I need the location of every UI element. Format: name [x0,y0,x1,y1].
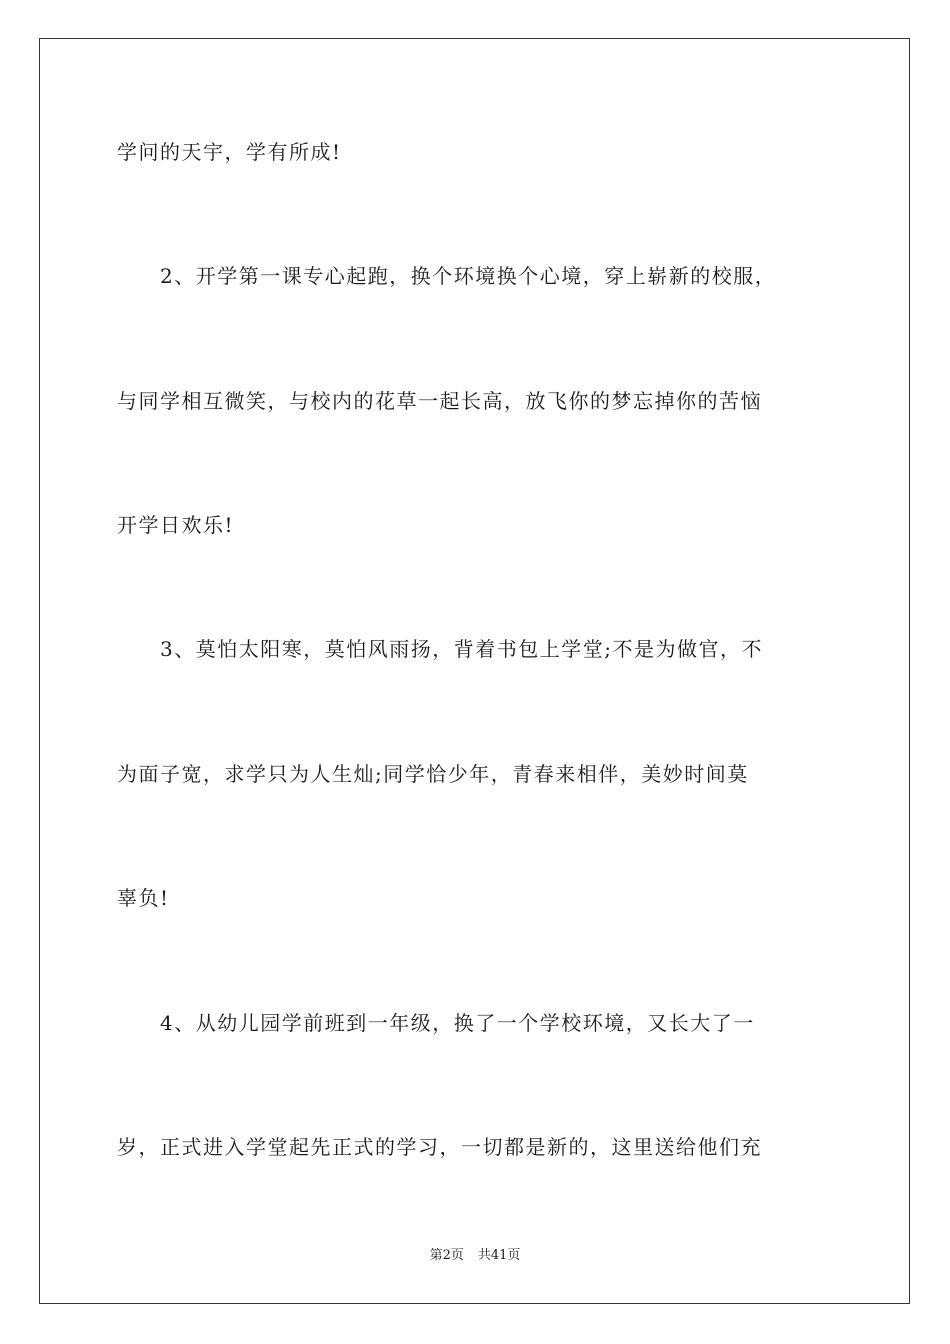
text-line: 2、开学第一课专心起跑，换个环境换个心境，穿上崭新的校服， [160,264,777,288]
page-total: 共41页 [477,1248,521,1263]
text-line: 学问的天宇，学有所成! [117,140,342,164]
text-line: 为面子宽，求学只为人生灿;同学恰少年，青春来相伴，美妙时间莫 [117,762,749,786]
page-number: 第2页 [429,1248,464,1263]
text-line: 辜负! [117,886,170,910]
text-line: 3、莫怕太阳寒，莫怕风雨扬，背着书包上学堂;不是为做官，不 [160,637,763,661]
page-footer [0,1247,950,1265]
text-line: 开学日欢乐! [117,513,235,537]
text-line: 与同学相互微笑，与校内的花草一起长高，放飞你的梦忘掉你的苦恼 [117,389,762,413]
text-line: 岁，正式进入学堂起先正式的学习，一切都是新的，这里送给他们充 [117,1135,762,1159]
page-border [39,38,910,1304]
text-line: 4、从幼儿园学前班到一年级，换了一个学校环境，又长大了一 [160,1011,755,1035]
